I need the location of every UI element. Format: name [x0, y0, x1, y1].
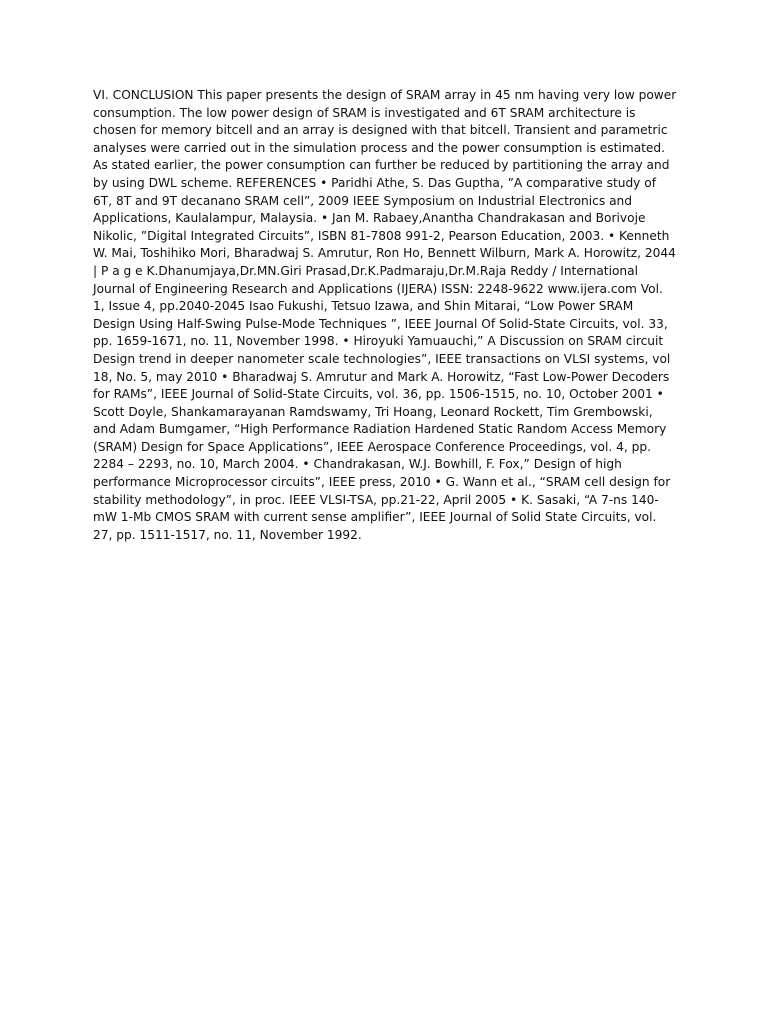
document-body-text: VI. CONCLUSION This paper presents the design of SRAM array in 45 nm having very low power consumption. The low power design of SRAM is investigated and 6T SRAM architecture is chosen for memory bitcell and an array is designed with that bitcell. Transient and parametric analyses were carried out in the simulation process and the power consumption is estimated. As stated earlier, the power consumption can further be reduced by partitioning the array and by using DWL scheme. REFERENCES • Paridhi Athe, S. Das Guptha, ”A comparative study of 6T, 8T and 9T decanano SRAM cell”, 2009 IEEE Symposium on Industrial Electronics and Applications, Kaulalampur, Malaysia. • Jan M. Rabaey,Anantha Chandrakasan and Borivoje Nikolic, ”Digital Integrated Circuits”, ISBN 81-7808 991-2, Pearson Education, 2003. • Kenneth W. Mai, Toshihiko Mori, Bharadwaj S. Amrutur, Ron Ho, Bennett Wilburn, Mark A. Horowitz, 2044 | P a g e K.Dhanumjaya,Dr.MN.Giri Prasad,Dr.K.Padmaraju,Dr.M.Raja Reddy / International Journal of Engineering Research and Applications (IJERA) ISSN: 2248-9622 www.ijera.com Vol. 1, Issue 4, pp.2040-2045 Isao Fukushi, Tetsuo Izawa, and Shin Mitarai, “Low Power SRAM Design Using Half-Swing Pulse-Mode Techniques ”, IEEE Journal Of Solid-State Circuits, vol. 33, pp. 1659-1671, no. 11, November 1998. • Hiroyuki Yamuauchi,” A Discussion on SRAM circuit Design trend in deeper nanometer scale technologies”, IEEE transactions on VLSI systems, vol 18, No. 5, may 2010 • Bharadwaj S. Amrutur and Mark A. Horowitz, “Fast Low-Power Decoders for RAMs”, IEEE Journal of Solid-State Circuits, vol. 36, pp. 1506-1515, no. 10, October 2001 • Scott Doyle, Shankamarayanan Ramdswamy, Tri Hoang, Leonard Rockett, Tim Grembowski, and Adam Bumgamer, “High Performance Radiation Hardened Static Random Access Memory (SRAM) Design for Space Applications”, IEEE Aerospace Conference Proceedings, vol. 4, pp. 2284 – 2293, no. 10, March 2004. • Chandrakasan, W.J. Bowhill, F. Fox,” Design of high performance Microprocessor circuits”, IEEE press, 2010 • G. Wann et al., “SRAM cell design for stability methodology”, in proc. IEEE VLSI-TSA, pp.21-22, April 2005 • K. Sasaki, “A 7-ns 140-mW 1-Mb CMOS SRAM with current sense amplifier”, IEEE Journal of Solid State Circuits, vol. 27, pp. 1511-1517, no. 11, November 1992.	[93, 88, 677, 542]
